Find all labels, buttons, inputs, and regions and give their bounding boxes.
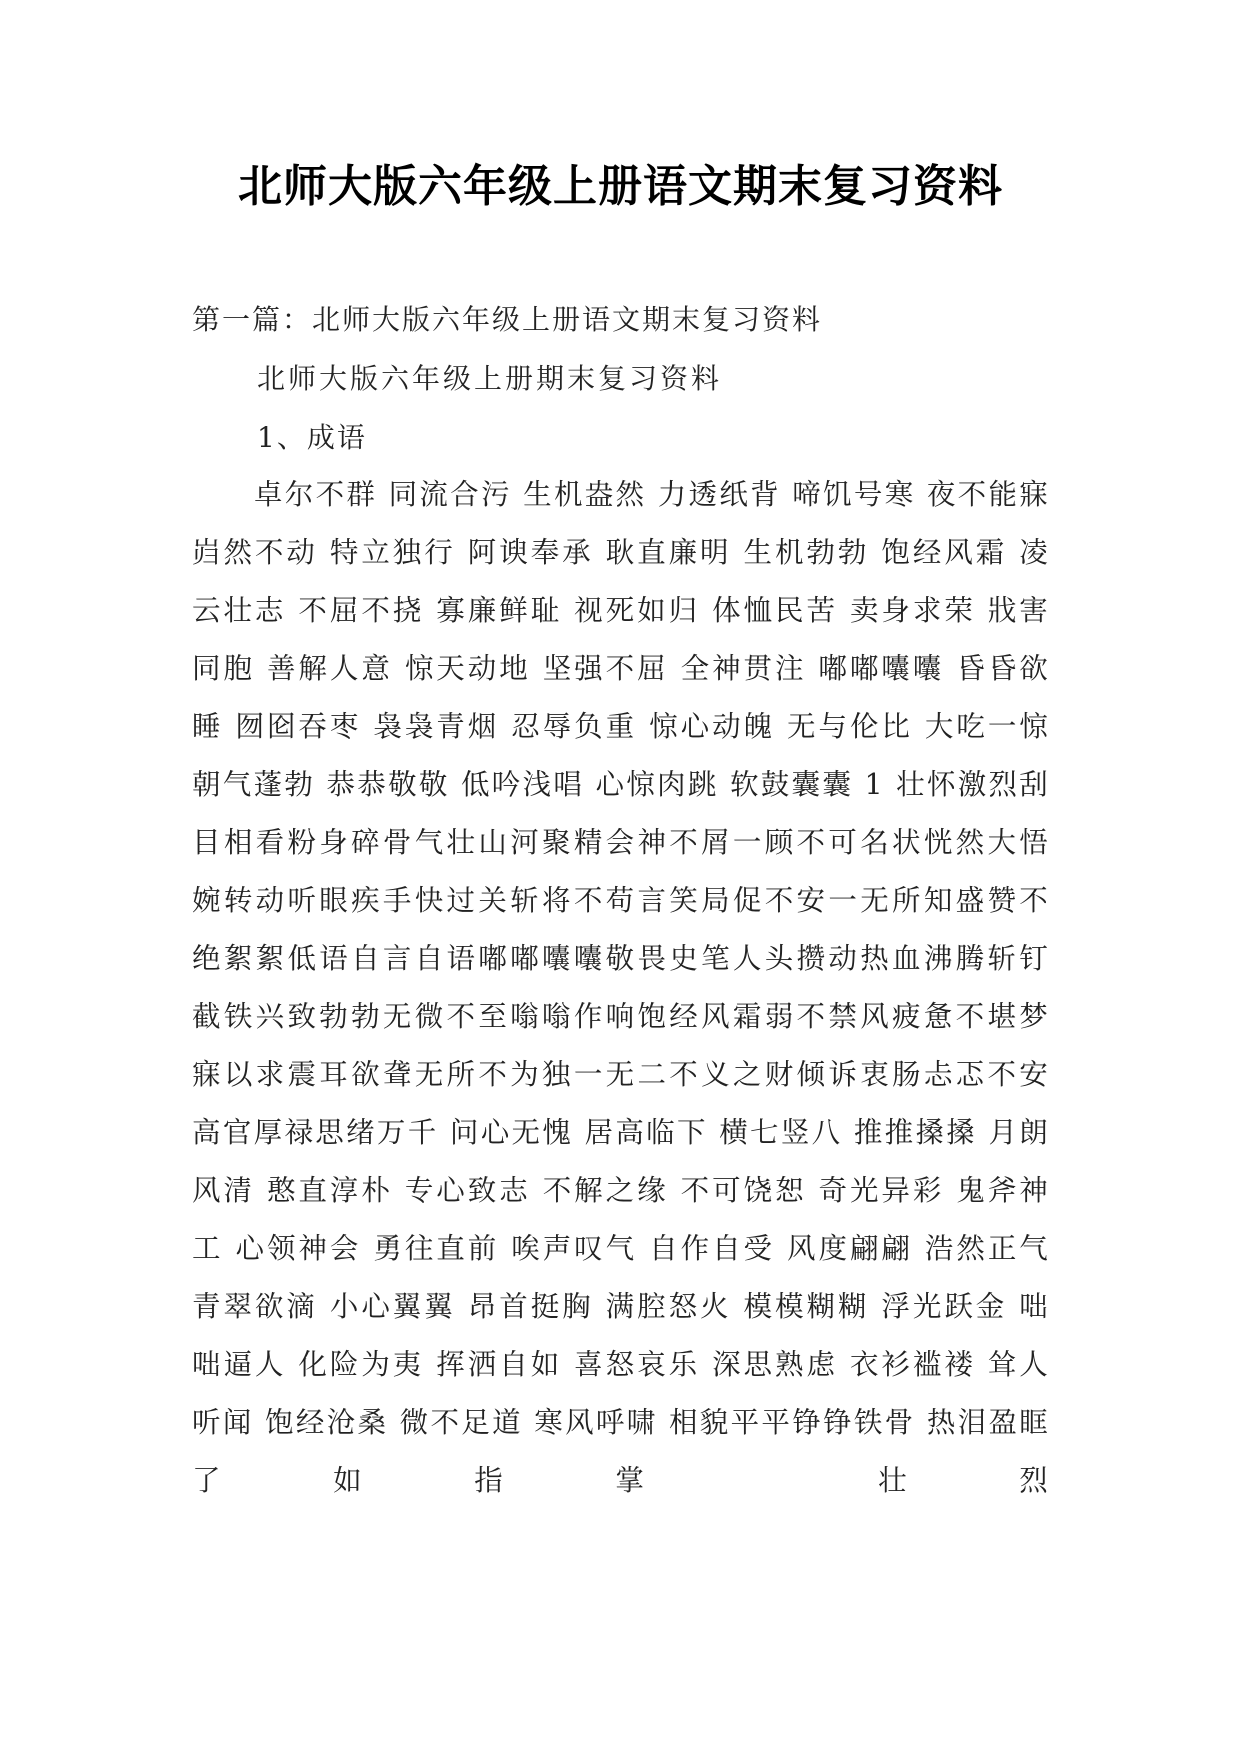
idiom-list-paragraph: 卓尔不群 同流合污 生机盎然 力透纸背 啼饥号寒 夜不能寐 岿然不动 特立独行 阿谀奉承 耿直廉明 生机勃勃 饱经风霜 凌云壮志 不屈不挠 寡廉鲜耻 视死如归 体恤民苦 卖身求荣 戕害同胞 善解人意 惊天动地 坚强不屈 全神贯注 嘟嘟囔囔 昏昏欲睡 囫囵吞枣 袅袅青烟 忍辱负重 惊心动魄 无与伦比 大吃一惊 朝气蓬勃 恭恭敬敬 低吟浅唱 心惊肉跳 软鼓囊囊 1 壮怀激烈刮目相看粉身碎骨气壮山河聚精会神不屑一顾不可名状恍然大悟婉转动听眼疾手快过关斩将不苟言笑局促不安一无所知盛赞不绝絮絮低语自言自语嘟嘟囔囔敬畏史笔人头攒动热血沸腾斩钉截铁兴致勃勃无微不至嗡嗡作响饱经风霜弱不禁风疲惫不堪梦寐以求震耳欲聋无所不为独一无二不义之财倾诉衷肠忐忑不安高官厚禄思绪万千 问心无愧 居高临下 横七竖八 推推搡搡 月朗风清 憨直淳朴 专心致志 不解之缘 不可饶恕 奇光异彩 鬼斧神工 心领神会 勇往直前 唉声叹气 自作自受 风度翩翩 浩然正气 青翠欲滴 小心翼翼 昂首挺胸 满腔怒火 模模糊糊 浮光跃金 咄咄逼人 化险为夷 挥洒自如 喜怒哀乐 深思熟虑 衣衫褴褛 耸人听闻 饱经沧桑 微不足道 寒风呼啸 相貌平平铮铮铁骨 热泪盈眶 了如指掌 壮烈 [192,478,1050,1497]
section-subtitle: 北师大版六年级上册期末复习资料 [257,362,723,395]
document-title: 北师大版六年级上册语文期末复习资料 [238,161,1003,212]
chapter-heading: 第一篇：北师大版六年级上册语文期末复习资料 [192,303,823,336]
section-label-idioms: 1、成语 [257,421,367,454]
